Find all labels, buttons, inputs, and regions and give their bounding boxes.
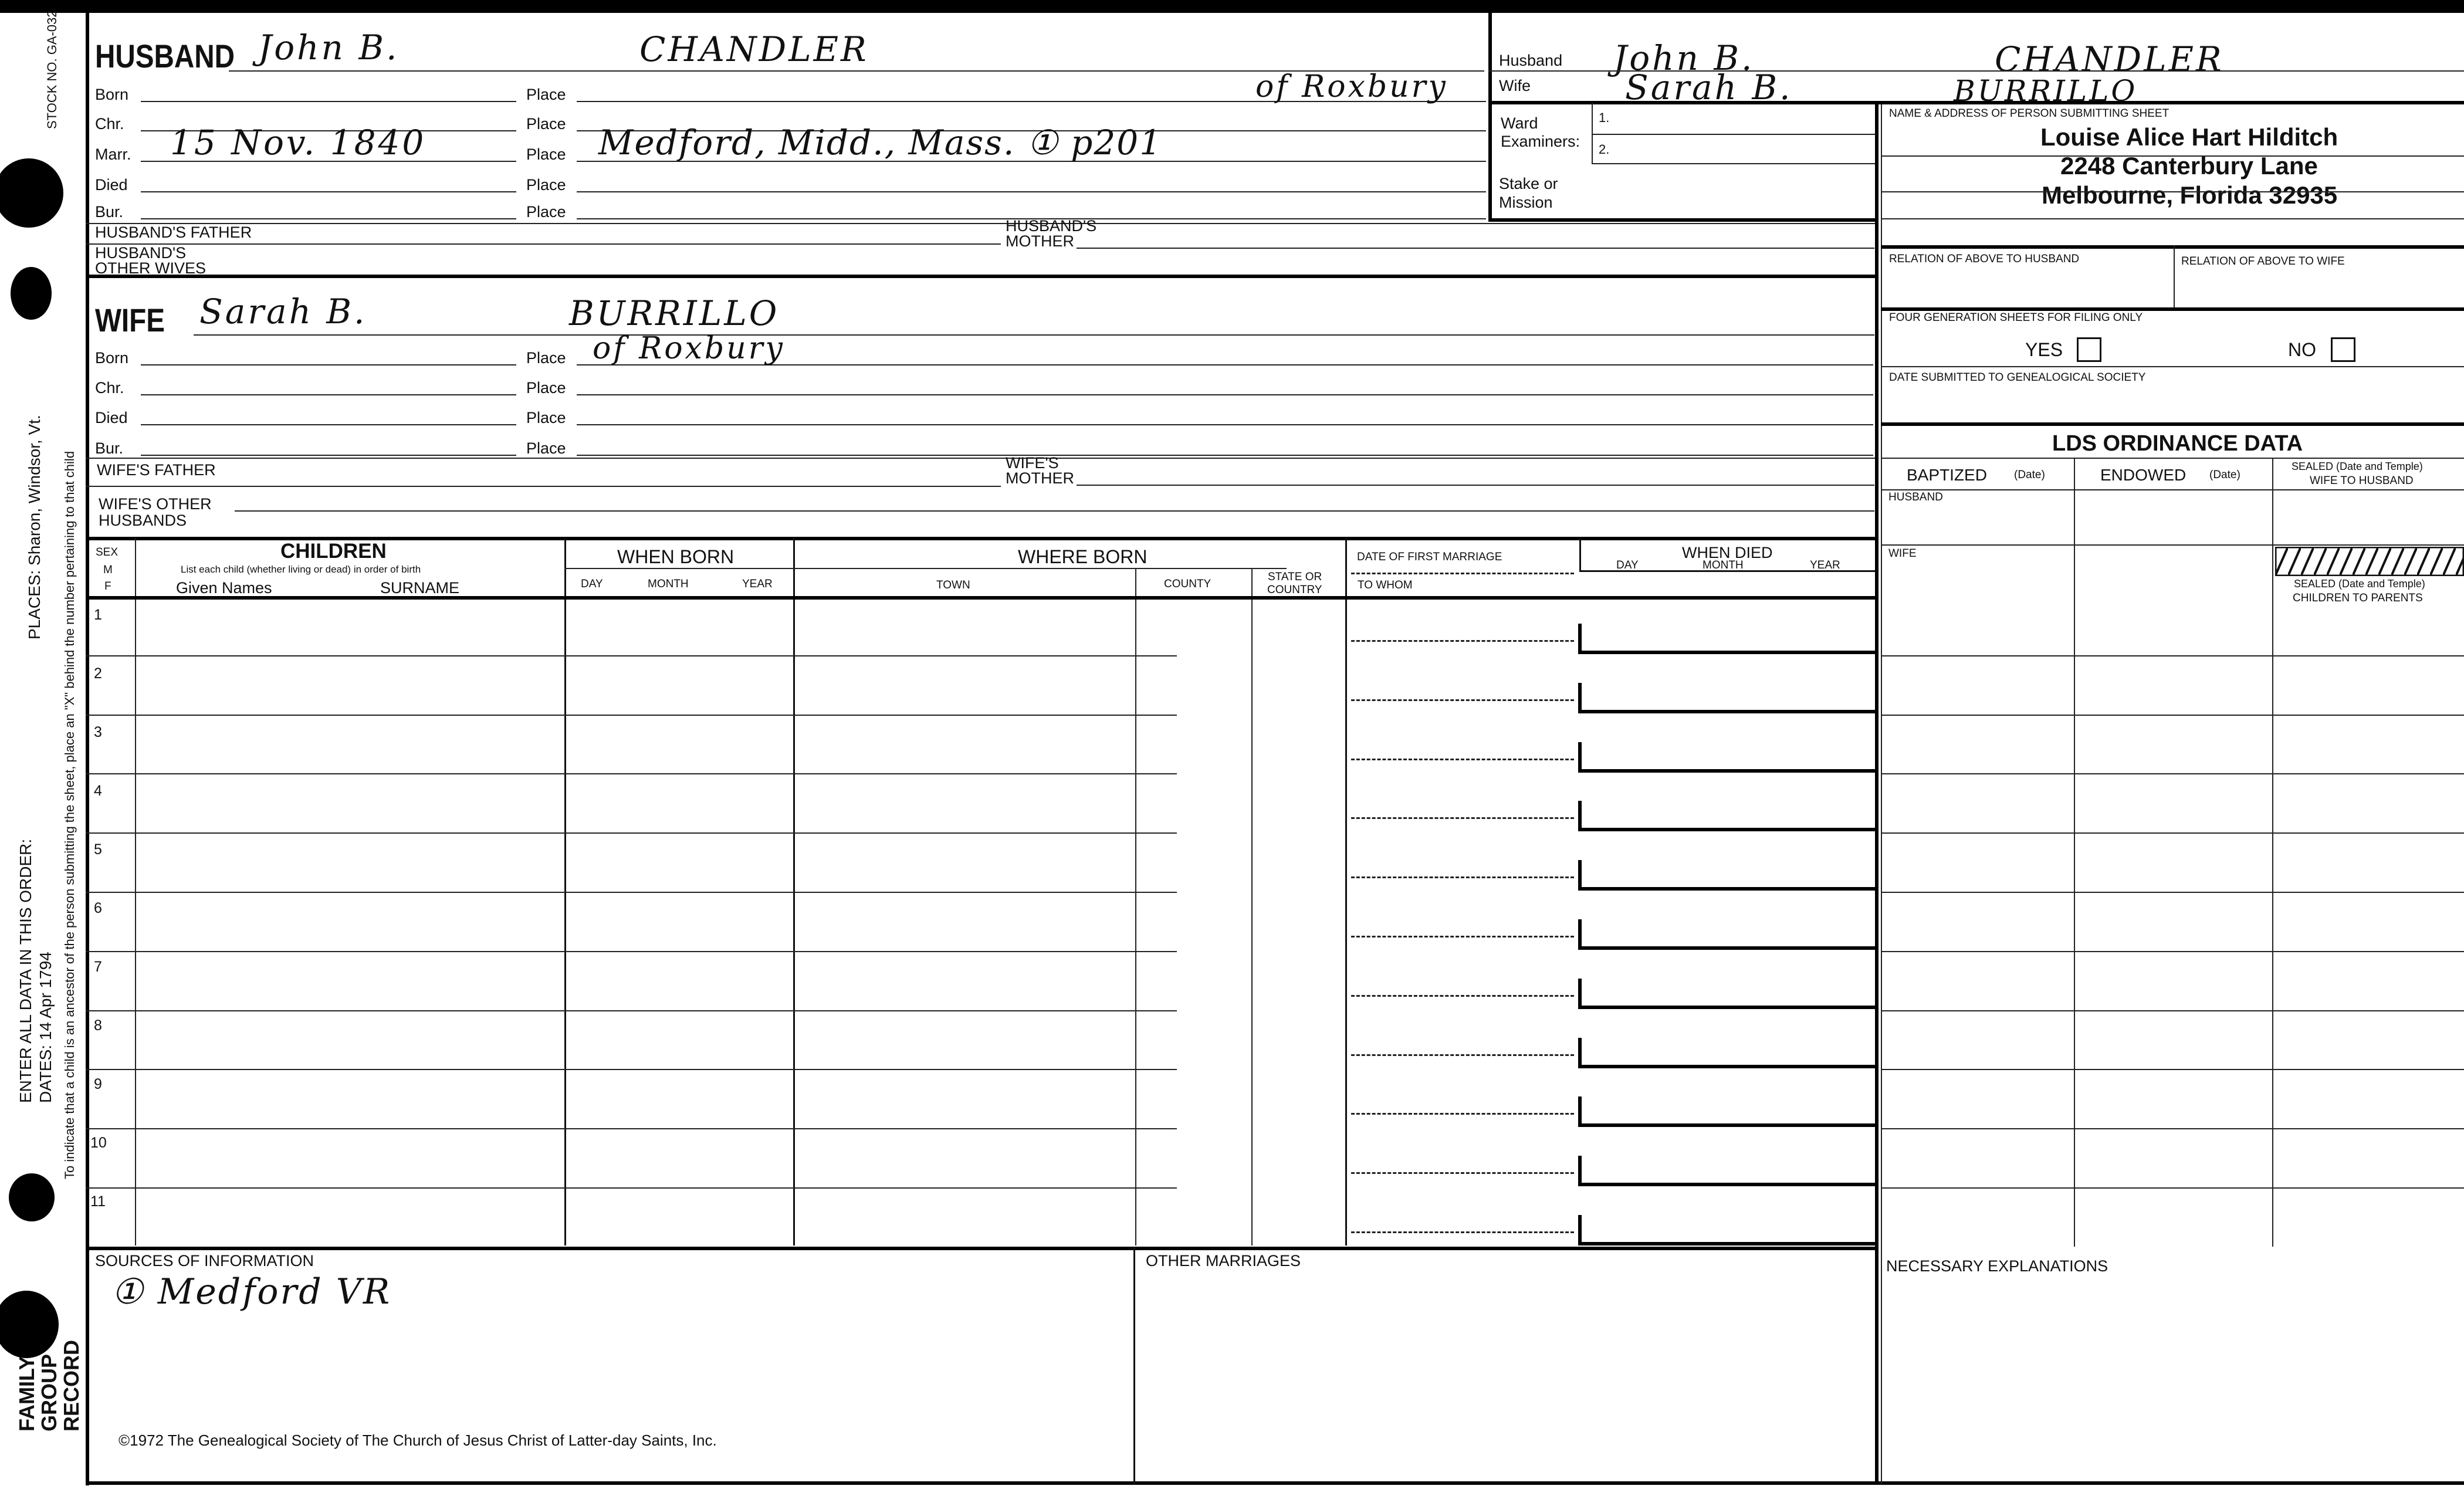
examiner-1: 1. bbox=[1599, 110, 1610, 125]
husband-other-wives-2: OTHER WIVES bbox=[95, 259, 207, 277]
relation-husband-label: RELATION OF ABOVE TO HUSBAND bbox=[1889, 253, 2080, 265]
hatched-area bbox=[2275, 547, 2464, 576]
child-row-line bbox=[86, 1128, 1177, 1129]
lds-row-line bbox=[1881, 1187, 2464, 1189]
husband-father-label: HUSBAND'S FATHER bbox=[95, 224, 252, 241]
yes-label: YES bbox=[2025, 339, 2063, 360]
field-line bbox=[141, 394, 516, 395]
field-line bbox=[1881, 191, 2464, 192]
died-bracket bbox=[1578, 1156, 1582, 1185]
header-wife-surname: BURRILLO bbox=[1954, 74, 2138, 108]
header-husband-label: Husband bbox=[1499, 52, 1563, 69]
lds-row-line bbox=[1881, 1128, 2464, 1129]
submitter-city: Melbourne, Florida 32935 bbox=[2042, 181, 2338, 209]
husband-died-place-label: Place bbox=[526, 176, 566, 194]
baptized-label: BAPTIZED bbox=[1907, 466, 1987, 484]
sealed-cp-label-2: CHILDREN TO PARENTS bbox=[2293, 592, 2423, 604]
header-husband-given: John B. bbox=[1613, 38, 1755, 78]
died-bracket bbox=[1578, 769, 1875, 773]
section-divider bbox=[86, 275, 1875, 278]
to-whom-label: TO WHOM bbox=[1358, 579, 1413, 591]
died-bracket bbox=[1578, 742, 1582, 771]
binder-hole bbox=[9, 1173, 55, 1221]
divider bbox=[1881, 489, 2464, 490]
other-marriages-label: OTHER MARRIAGES bbox=[1146, 1252, 1301, 1270]
form-title-family: FAMILY bbox=[15, 1356, 39, 1431]
col-line bbox=[1345, 539, 1347, 1245]
first-marriage-label: DATE OF FIRST MARRIAGE bbox=[1357, 551, 1502, 563]
ward-label: Ward bbox=[1501, 114, 1538, 132]
wife-other-husbands-2: HUSBANDS bbox=[99, 512, 187, 529]
husband-born-label: Born bbox=[95, 86, 129, 103]
child-row-number: 10 bbox=[90, 1135, 107, 1151]
child-x-instruction: To indicate that a child is an ancestor of the person submitting the sheet, place an "X" behind the number pertaining to that child bbox=[62, 451, 77, 1179]
divider bbox=[564, 568, 1287, 569]
given-names-label: Given Names bbox=[176, 579, 272, 597]
endowed-label: ENDOWED bbox=[2100, 466, 2187, 484]
sources-label: SOURCES OF INFORMATION bbox=[95, 1252, 314, 1270]
field-line bbox=[235, 510, 1874, 512]
lds-husband-label: HUSBAND bbox=[1888, 491, 1943, 503]
child-row-number: 1 bbox=[94, 607, 102, 623]
binder-hole bbox=[11, 267, 52, 320]
submitter-street: 2248 Canterbury Lane bbox=[2060, 152, 2318, 180]
field-line bbox=[141, 424, 516, 425]
divider bbox=[86, 458, 1875, 459]
divider bbox=[1488, 218, 1876, 222]
husband-mother-label-2: MOTHER bbox=[1006, 232, 1074, 250]
husband-died-label: Died bbox=[95, 176, 128, 194]
col-line bbox=[1135, 568, 1136, 1245]
divider bbox=[86, 223, 1875, 224]
marriage-dash-line bbox=[1351, 1113, 1574, 1115]
wife-name-line bbox=[194, 334, 1874, 336]
child-row-number: 7 bbox=[94, 959, 102, 975]
husband-bur-label: Bur. bbox=[95, 203, 124, 221]
died-day-label: DAY bbox=[1616, 559, 1639, 571]
sealed-cp-label-1: SEALED (Date and Temple) bbox=[2294, 578, 2425, 590]
child-row-number: 3 bbox=[94, 724, 102, 740]
no-checkbox[interactable] bbox=[2331, 337, 2355, 362]
stock-number: STOCK NO. GA-032 bbox=[45, 10, 59, 129]
husband-bur-place-label: Place bbox=[526, 203, 566, 221]
born-month-label: MONTH bbox=[648, 578, 689, 590]
state-label-1: STATE OR bbox=[1268, 571, 1322, 583]
form-left-border bbox=[86, 13, 89, 1485]
child-row-line bbox=[86, 892, 1177, 893]
town-label: TOWN bbox=[936, 579, 970, 591]
field-line bbox=[141, 364, 516, 365]
wife-other-husbands-1: WIFE'S OTHER bbox=[99, 495, 212, 513]
died-bracket bbox=[1578, 801, 1582, 830]
died-bracket bbox=[1578, 919, 1582, 949]
field-line bbox=[141, 191, 516, 192]
field-line bbox=[577, 455, 1873, 456]
died-bracket bbox=[1578, 1096, 1582, 1126]
lds-row-line bbox=[1881, 773, 2464, 774]
field-line bbox=[141, 455, 516, 456]
divider bbox=[1875, 103, 1879, 1484]
lds-row-line bbox=[1881, 715, 2464, 716]
lds-row-line bbox=[1881, 832, 2464, 834]
died-bracket bbox=[1578, 1215, 1582, 1244]
divider bbox=[1881, 458, 2464, 459]
wife-died-label: Died bbox=[95, 409, 128, 427]
county-label: COUNTY bbox=[1164, 578, 1211, 590]
lds-row-line bbox=[1881, 1010, 2464, 1011]
lds-row-line bbox=[1881, 951, 2464, 952]
marriage-dash-line bbox=[1351, 817, 1574, 819]
field-line bbox=[141, 218, 516, 219]
sex-m-label: M bbox=[103, 564, 113, 576]
husband-marr-label: Marr. bbox=[95, 145, 131, 163]
sealed-wh-label-1: SEALED (Date and Temple) bbox=[2292, 461, 2423, 472]
lds-row-line bbox=[1881, 1069, 2464, 1070]
child-row-number: 11 bbox=[90, 1193, 106, 1210]
marriage-dash-line bbox=[1351, 759, 1574, 760]
child-row-line bbox=[86, 832, 1177, 834]
husband-marriage-date: 15 Nov. 1840 bbox=[170, 123, 427, 163]
child-row-line bbox=[86, 1187, 1177, 1189]
child-row-line bbox=[86, 773, 1177, 774]
field-line bbox=[141, 101, 516, 102]
died-bracket bbox=[1578, 1183, 1875, 1186]
divider bbox=[1881, 245, 2464, 249]
died-year-label: YEAR bbox=[1810, 559, 1840, 571]
header-husband-surname: CHANDLER bbox=[1995, 39, 2224, 79]
husband-heading: HUSBAND bbox=[95, 38, 235, 75]
places-instruction: PLACES: Sharon, Windsor, Vt. bbox=[25, 415, 43, 639]
copyright-notice: ©1972 The Genealogical Society of The Church of Jesus Christ of Latter-day Saints, Inc. bbox=[119, 1431, 717, 1449]
husband-given-name: John B. bbox=[258, 28, 400, 67]
child-row-line bbox=[86, 951, 1177, 952]
examiner-2: 2. bbox=[1599, 142, 1610, 157]
order-instruction: ENTER ALL DATA IN THIS ORDER: bbox=[16, 838, 35, 1103]
no-label: NO bbox=[2288, 339, 2316, 360]
wife-bur-label: Bur. bbox=[95, 439, 124, 457]
child-row-line bbox=[86, 1010, 1177, 1011]
dates-instruction: DATES: 14 Apr 1794 bbox=[36, 952, 55, 1103]
baptized-date-label: (Date) bbox=[2014, 469, 2045, 481]
husband-born-place-label: Place bbox=[526, 86, 566, 103]
relation-wife-label: RELATION OF ABOVE TO WIFE bbox=[2181, 255, 2345, 268]
examiners-label: Examiners: bbox=[1501, 133, 1580, 150]
wife-died-place-label: Place bbox=[526, 409, 566, 427]
died-bracket bbox=[1578, 683, 1582, 712]
four-gen-label: FOUR GENERATION SHEETS FOR FILING ONLY bbox=[1889, 312, 2143, 324]
divider bbox=[1881, 307, 2464, 311]
died-bracket bbox=[1578, 1006, 1875, 1009]
husband-born-place: of Roxbury bbox=[1255, 69, 1448, 104]
when-died-label: WHEN DIED bbox=[1682, 544, 1773, 561]
binder-hole bbox=[0, 158, 63, 228]
children-title: CHILDREN bbox=[280, 540, 387, 563]
marriage-dash-line bbox=[1351, 876, 1574, 878]
wife-bur-place-label: Place bbox=[526, 439, 566, 457]
divider bbox=[1881, 422, 2464, 426]
yes-checkbox[interactable] bbox=[2077, 337, 2101, 362]
divider bbox=[1488, 101, 2464, 104]
wife-heading: WIFE bbox=[95, 302, 165, 339]
husband-marriage-place: Medford, Midd., Mass. ① p201 bbox=[598, 123, 1163, 163]
section-divider bbox=[86, 1247, 1875, 1250]
child-row-number: 9 bbox=[94, 1076, 102, 1092]
born-year-label: YEAR bbox=[742, 578, 773, 590]
wife-father-label: WIFE'S FATHER bbox=[97, 461, 216, 479]
wife-chr-label: Chr. bbox=[95, 379, 124, 397]
child-row-number: 8 bbox=[94, 1017, 102, 1034]
divider bbox=[86, 243, 1001, 245]
husband-surname: CHANDLER bbox=[639, 29, 869, 69]
marriage-dash-line bbox=[1351, 936, 1574, 937]
marriage-dash-line bbox=[1351, 1172, 1574, 1174]
child-row-number: 5 bbox=[94, 841, 102, 858]
stake-label-2: Mission bbox=[1499, 194, 1553, 211]
field-line bbox=[1881, 155, 2464, 157]
wife-mother-label-1: WIFE'S bbox=[1006, 454, 1059, 472]
divider bbox=[1133, 1247, 1135, 1484]
marriage-dash-line bbox=[1351, 699, 1574, 701]
died-month-label: MONTH bbox=[1703, 559, 1744, 571]
wife-chr-place-label: Place bbox=[526, 379, 566, 397]
sealed-wh-label-2: WIFE TO HUSBAND bbox=[2310, 475, 2414, 487]
marriage-dash-line bbox=[1351, 1054, 1574, 1056]
husband-mother-label-1: HUSBAND'S bbox=[1006, 217, 1097, 235]
died-bracket bbox=[1578, 1038, 1582, 1067]
field-line bbox=[577, 424, 1873, 425]
divider bbox=[1881, 544, 2464, 546]
binder-hole bbox=[0, 1291, 59, 1358]
marriage-dash-line bbox=[1351, 995, 1574, 997]
sex-f-label: F bbox=[104, 580, 111, 593]
husband-other-wives-1: HUSBAND'S bbox=[95, 244, 187, 262]
stake-label-1: Stake or bbox=[1499, 175, 1558, 192]
divider bbox=[1488, 13, 1492, 221]
child-row-line bbox=[86, 655, 1177, 656]
died-bracket bbox=[1578, 624, 1582, 653]
divider bbox=[86, 486, 1001, 487]
wife-born-place: of Roxbury bbox=[593, 331, 785, 366]
surname-label: SURNAME bbox=[380, 579, 460, 597]
died-bracket bbox=[1578, 828, 1875, 831]
dash-line bbox=[1351, 573, 1574, 574]
died-bracket bbox=[1578, 860, 1582, 889]
divider bbox=[1881, 366, 2464, 367]
child-row-line bbox=[86, 715, 1177, 716]
lds-row-line bbox=[1881, 655, 2464, 656]
wife-surname: BURRILLO bbox=[569, 293, 780, 333]
field-line bbox=[1077, 248, 1874, 249]
top-border bbox=[0, 0, 2464, 13]
date-submitted-label: DATE SUBMITTED TO GENEALOGICAL SOCIETY bbox=[1889, 371, 2146, 384]
sex-label: SEX bbox=[96, 546, 119, 559]
husband-chr-label: Chr. bbox=[95, 115, 124, 133]
child-row-number: 2 bbox=[94, 665, 102, 682]
col-line bbox=[1251, 568, 1253, 1245]
header-wife-label: Wife bbox=[1499, 77, 1531, 94]
lds-row-line bbox=[1881, 892, 2464, 893]
lds-wife-label: WIFE bbox=[1888, 547, 1917, 560]
husband-chr-place-label: Place bbox=[526, 115, 566, 133]
explanations-label: NECESSARY EXPLANATIONS bbox=[1886, 1257, 2108, 1275]
field-line bbox=[577, 394, 1873, 395]
children-instruction: List each child (whether living or dead) in order of birth bbox=[181, 564, 421, 575]
state-label-2: COUNTRY bbox=[1267, 584, 1322, 596]
died-bracket bbox=[1578, 1242, 1875, 1245]
header-wife-given: Sarah B. bbox=[1625, 67, 1793, 107]
form-bottom-border bbox=[86, 1481, 2464, 1485]
sources-entry: ① Medford VR bbox=[111, 1271, 392, 1312]
submitter-name: Louise Alice Hart Hilditch bbox=[2040, 123, 2338, 151]
where-born-label: WHERE BORN bbox=[1018, 546, 1148, 567]
wife-mother-label-2: MOTHER bbox=[1006, 469, 1074, 487]
child-row-number: 6 bbox=[94, 900, 102, 916]
died-bracket bbox=[1578, 1065, 1875, 1068]
died-bracket bbox=[1578, 1123, 1875, 1127]
husband-marr-place-label: Place bbox=[526, 145, 566, 163]
divider bbox=[1592, 134, 1875, 135]
lds-title: LDS ORDINANCE DATA bbox=[2052, 431, 2303, 456]
form-title-group: GROUP bbox=[37, 1353, 61, 1431]
marriage-dash-line bbox=[1351, 640, 1574, 642]
endowed-date-label: (Date) bbox=[2209, 469, 2240, 481]
col-line bbox=[1579, 539, 1581, 571]
divider bbox=[1579, 570, 1875, 572]
died-bracket bbox=[1578, 979, 1582, 1008]
died-bracket bbox=[1578, 651, 1875, 654]
divider bbox=[2174, 245, 2175, 309]
field-line bbox=[1881, 218, 2464, 219]
wife-given-name: Sarah B. bbox=[199, 292, 367, 331]
marriage-dash-line bbox=[1351, 1231, 1574, 1233]
submitter-label: NAME & ADDRESS OF PERSON SUBMITTING SHEET bbox=[1889, 107, 2169, 120]
child-row-number: 4 bbox=[94, 783, 102, 799]
died-bracket bbox=[1578, 710, 1875, 713]
wife-born-label: Born bbox=[95, 349, 129, 367]
table-header-bottom bbox=[86, 596, 1875, 600]
field-line bbox=[577, 191, 1486, 192]
died-bracket bbox=[1578, 946, 1875, 950]
field-line bbox=[1077, 485, 1874, 486]
born-day-label: DAY bbox=[581, 578, 603, 590]
form-title-record: RECORD bbox=[59, 1339, 83, 1431]
child-row-line bbox=[86, 1069, 1177, 1070]
wife-born-place-label: Place bbox=[526, 349, 566, 367]
divider bbox=[1592, 163, 1875, 164]
when-born-label: WHEN BORN bbox=[617, 546, 735, 567]
died-bracket bbox=[1578, 887, 1875, 891]
